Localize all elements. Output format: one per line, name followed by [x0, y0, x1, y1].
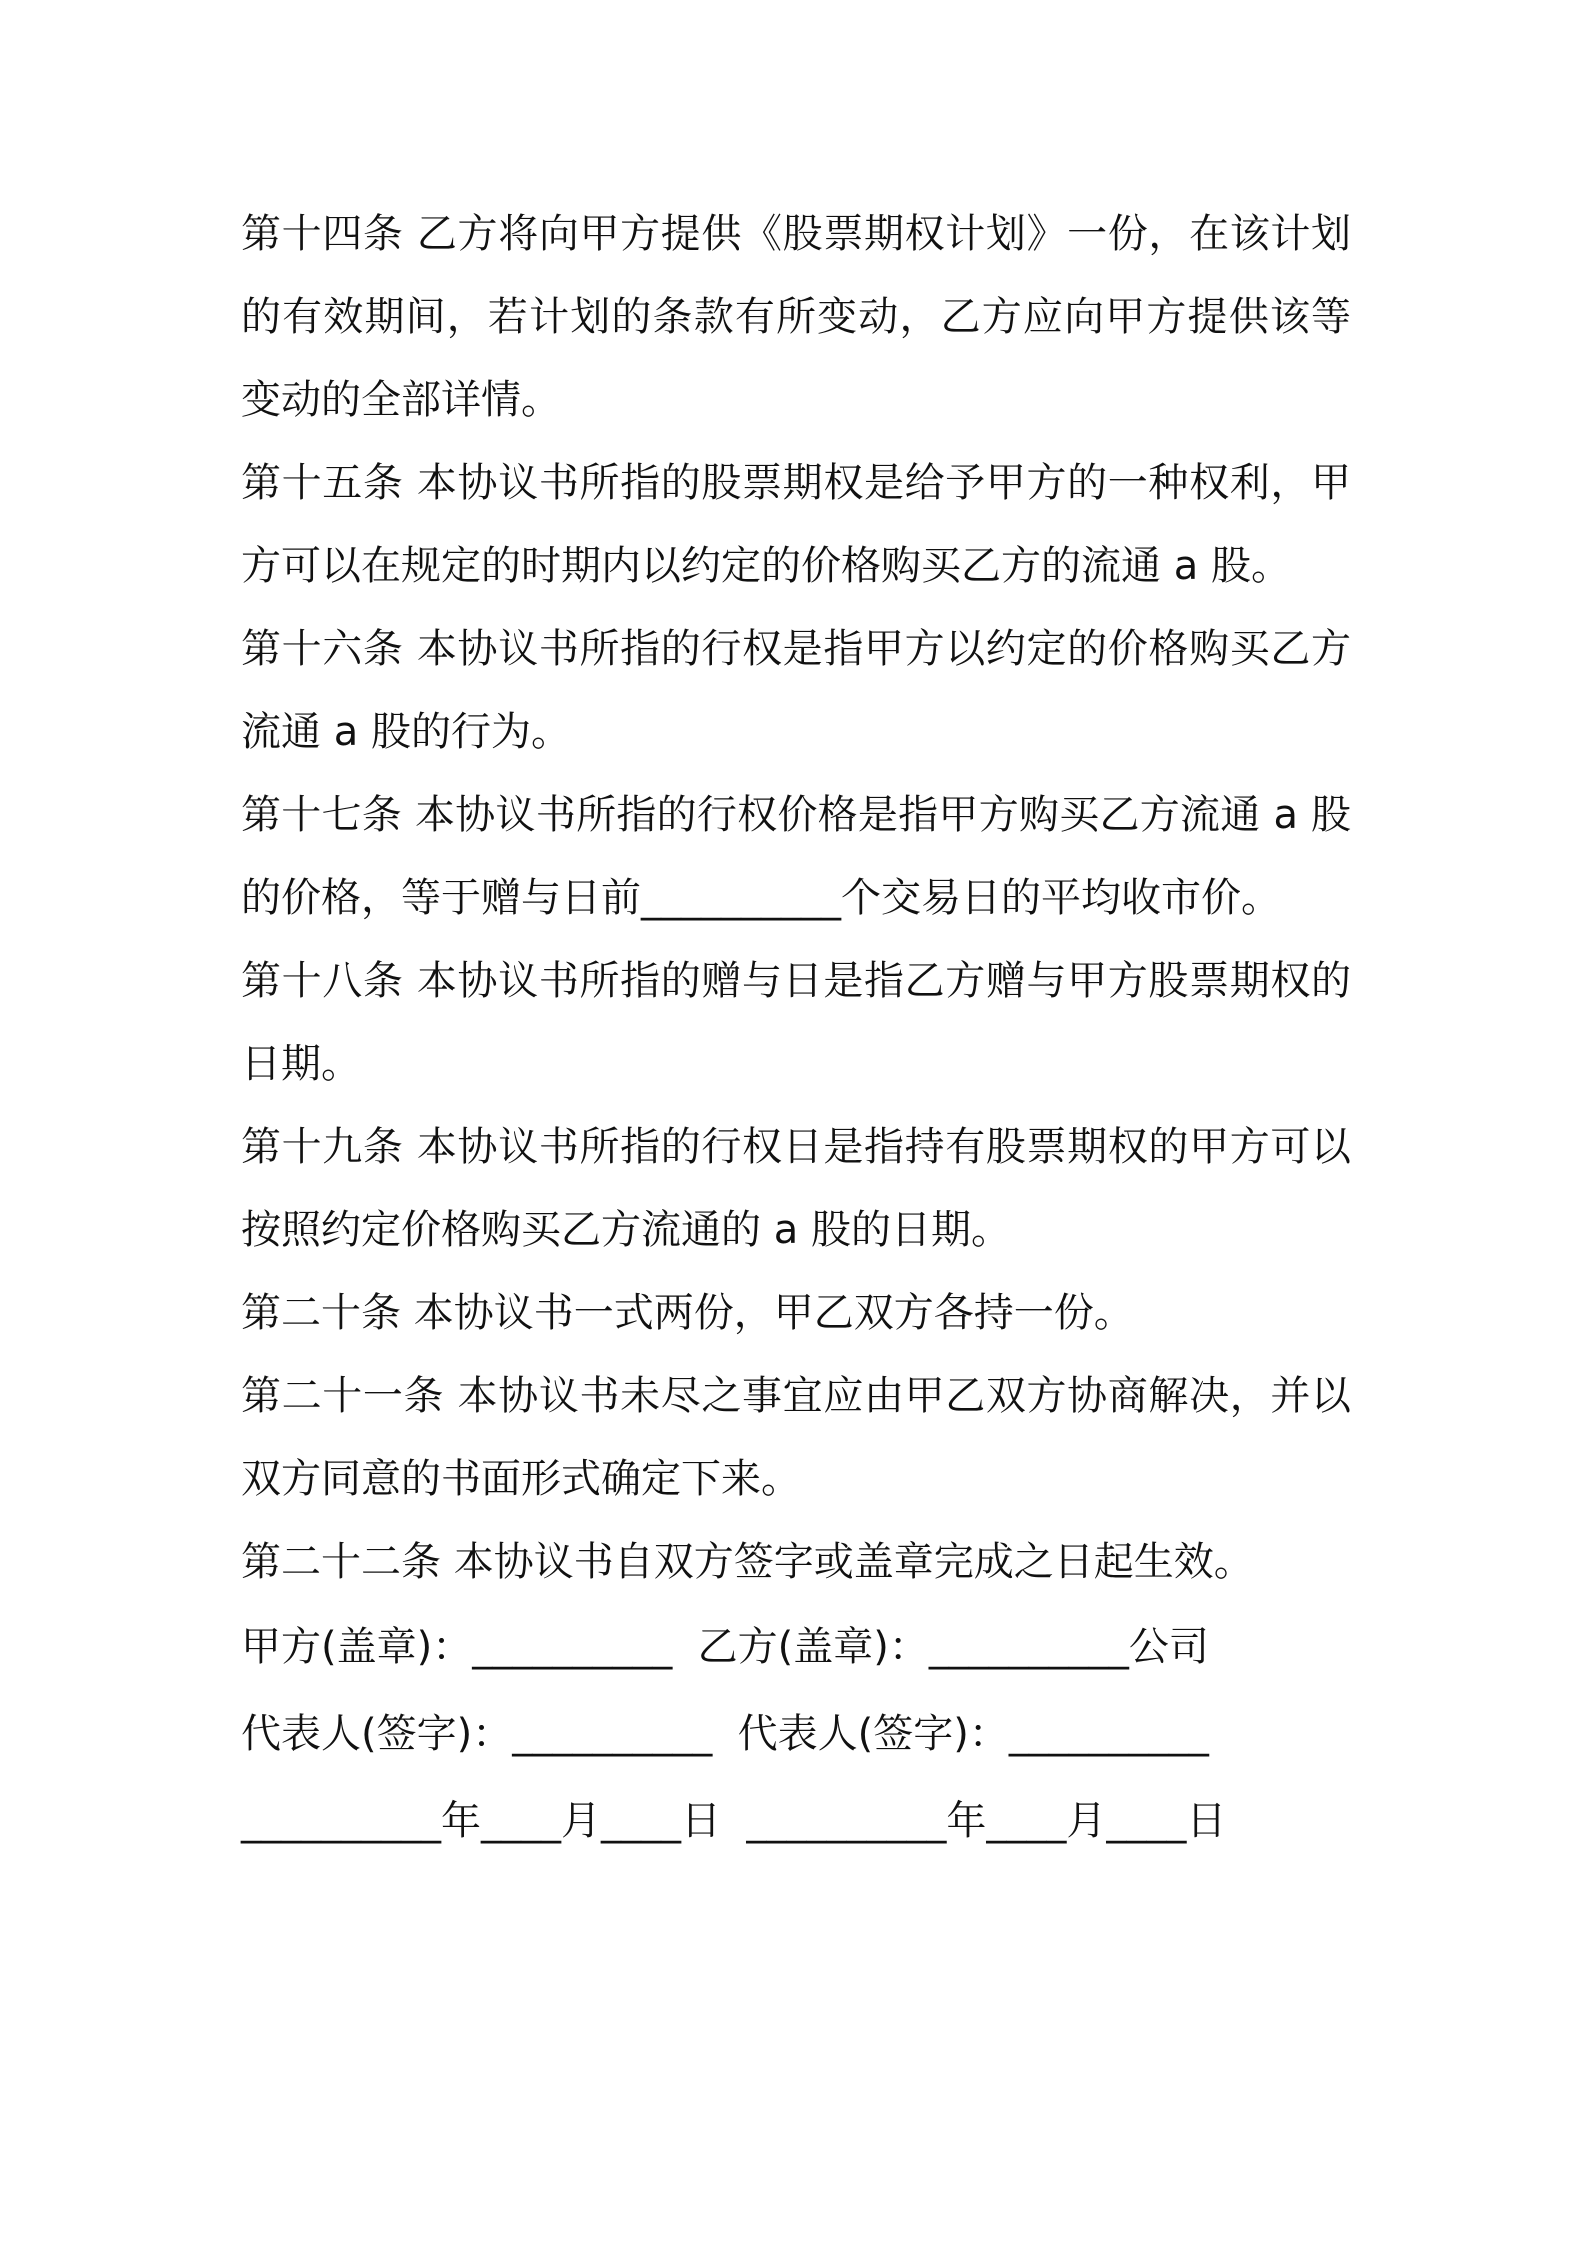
- clause-18: 第十八条 本协议书所指的赠与日是指乙方赠与甲方股票期权的日期。: [241, 958, 1351, 1087]
- clause-22: 第二十二条 本协议书自双方签字或盖章完成之日起生效。: [241, 1539, 1254, 1585]
- clause-14: 第十四条 乙方将向甲方提供《股票期权计划》一份，在该计划的有效期间，若计划的条款有所变动，乙方应向甲方提供该等变动的全部详情。: [241, 211, 1351, 423]
- date-line: __________年____月____日 __________年____月____日: [241, 1798, 1227, 1844]
- seal-line: 甲方(盖章)：__________ 乙方(盖章)：__________公司: [241, 1624, 1209, 1670]
- clause-17: 第十七条 本协议书所指的行权价格是指甲方购买乙方流通 a 股的价格，等于赠与日前__________个交易日的平均收市价。: [241, 792, 1351, 921]
- clause-15: 第十五条 本协议书所指的股票期权是给予甲方的一种权利，甲方可以在规定的时期内以约定的价格购买乙方的流通 a 股。: [241, 460, 1351, 589]
- clause-20: 第二十条 本协议书一式两份，甲乙双方各持一份。: [241, 1290, 1134, 1336]
- clause-21: 第二十一条 本协议书未尽之事宜应由甲乙双方协商解决，并以双方同意的书面形式确定下来。: [241, 1373, 1351, 1502]
- agreement-body: [241, 193, 1351, 1865]
- representative-signature-line: 代表人(签字)：__________ 代表人(签字)：__________: [241, 1711, 1209, 1757]
- clause-16: 第十六条 本协议书所指的行权是指甲方以约定的价格购买乙方流通 a 股的行为。: [241, 626, 1351, 755]
- clause-19: 第十九条 本协议书所指的行权日是指持有股票期权的甲方可以按照约定价格购买乙方流通的 a 股的日期。: [241, 1124, 1351, 1253]
